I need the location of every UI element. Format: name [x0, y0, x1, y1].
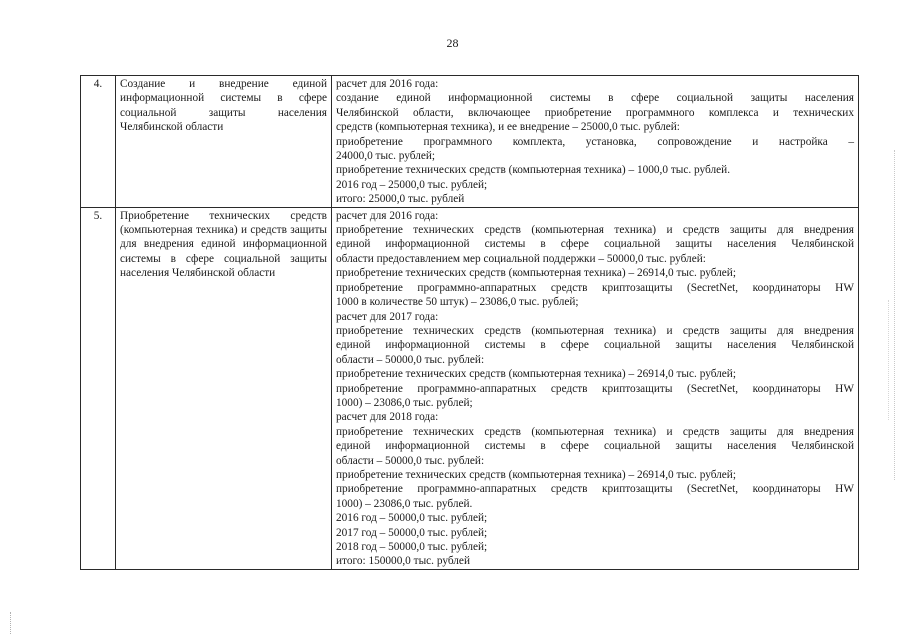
calculation-line: приобретение программного комплекта, установка, сопровождение и настройка –: [336, 135, 854, 148]
measure-name-cell: [116, 76, 332, 208]
calculation-line: области предоставлением мер социальной поддержки – 50000,0 тыс. рублей:: [336, 252, 706, 265]
calculation-line: 2016 год – 50000,0 тыс. рублей;: [336, 512, 488, 525]
calculation-line: Челябинской области, включающее приобретение программного комплекса и технических: [336, 106, 854, 119]
table-row: [81, 207, 859, 569]
scan-left-mark: [10, 612, 12, 634]
calculation-line: приобретение технических средств (компьютерная техника) и средств защиты для внедрения: [336, 224, 854, 237]
calculation-line: расчет для 2016 года:: [336, 209, 439, 222]
calculation-line: 1000) – 23086,0 тыс. рублей.: [336, 497, 473, 510]
calculation-line: области – 50000,0 тыс. рублей:: [336, 454, 485, 467]
table-row: [81, 76, 859, 208]
scan-edge-marks: [888, 300, 891, 420]
measure-name-cell: [116, 207, 332, 569]
calculation-line: приобретение программно-аппаратных средств криптозащиты (SecretNet, координаторы HW: [336, 483, 854, 496]
calculation-line: приобретение технических средств (компьютерная техника) и средств защиты для внедрения: [336, 324, 854, 337]
calculation-line: создание единой информационной системы в сфере социальной защиты населения: [336, 92, 854, 105]
calculation-line: средств (компьютерная техника), и ее внедрение – 25000,0 тыс. рублей:: [336, 121, 680, 134]
calculation-line: расчет для 2017 года:: [336, 310, 439, 323]
calculation-cell: [332, 207, 859, 569]
calculation-line: приобретение технических средств (компьютерная техника) – 26914,0 тыс. рублей;: [336, 468, 736, 481]
measure-name: Создание и внедрение единой информационной системы в сфере социальной защиты населения Челябинской области: [120, 78, 327, 134]
calculation-line: итого: 25000,0 тыс. рублей: [336, 193, 465, 206]
calculation-cell: [332, 76, 859, 208]
calculation-line: приобретение технических средств (компьютерная техника) – 26914,0 тыс. рублей;: [336, 368, 736, 381]
calculation-line: приобретение технических средств (компьютерная техника) – 1000,0 тыс. рублей.: [336, 164, 731, 177]
calculation-line: расчет для 2016 года:: [336, 78, 439, 90]
row-number: 4.: [81, 76, 116, 208]
calculation-line: приобретение технических средств (компьютерная техника) и средств защиты для внедрения: [336, 425, 854, 438]
calculation-line: 24000,0 тыс. рублей;: [336, 150, 436, 163]
calculation-line: 2017 год – 50000,0 тыс. рублей;: [336, 526, 488, 539]
row-number: 5.: [81, 207, 116, 569]
calculation-line: 1000) – 23086,0 тыс. рублей;: [336, 396, 473, 409]
calculation-line: единой информационной системы в сфере социальной защиты населения Челябинской: [336, 238, 854, 251]
calculation-line: 2018 год – 50000,0 тыс. рублей;: [336, 541, 488, 553]
cost-table: [80, 75, 859, 570]
calculation-line: приобретение программно-аппаратных средств криптозащиты (SecretNet, координаторы HW: [336, 281, 854, 294]
calculation-line: области – 50000,0 тыс. рублей:: [336, 353, 485, 366]
calculation-line: расчет для 2018 года:: [336, 411, 439, 424]
table-body: [81, 76, 859, 570]
calculation-line: 1000 в количестве 50 штук) – 23086,0 тыс. рублей;: [336, 296, 579, 309]
calculation-line: 2016 год – 25000,0 тыс. рублей;: [336, 178, 488, 191]
calculation-line: единой информационной системы в сфере социальной защиты населения Челябинской: [336, 440, 854, 453]
scan-edge-marks: [894, 150, 899, 480]
calculation-line: приобретение технических средств (компьютерная техника) – 26914,0 тыс. рублей;: [336, 267, 736, 280]
calculation-line: приобретение программно-аппаратных средств криптозащиты (SecretNet, координаторы HW: [336, 382, 854, 395]
calculation-line: единой информационной системы в сфере социальной защиты населения Челябинской: [336, 339, 854, 352]
measure-name: Приобретение технических средств (компьютерная техника) и средств защиты для внедрения единой информационной системы в сфере социальной защиты населения Челябинской области: [120, 209, 327, 280]
page-number: 28: [446, 36, 459, 50]
calculation-line: итого: 150000,0 тыс. рублей: [336, 555, 470, 568]
